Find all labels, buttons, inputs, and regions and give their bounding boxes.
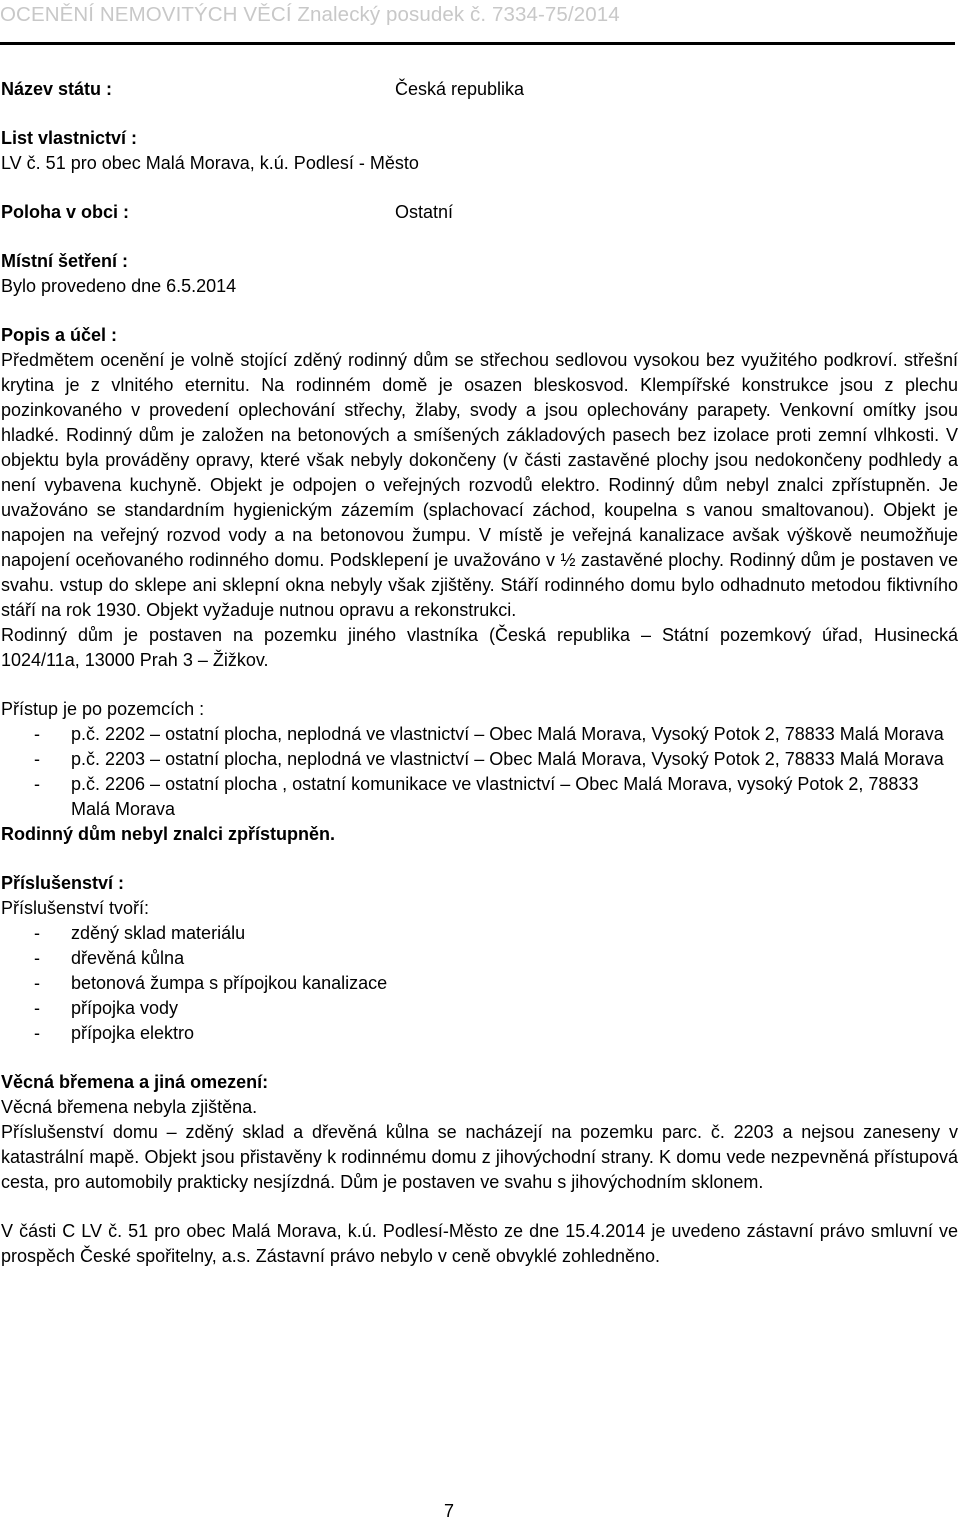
document-body: [1, 77, 958, 1269]
popis-label: Popis a účel :: [1, 325, 118, 345]
list-dash: -: [34, 948, 40, 968]
prislusenstvi-item: - přípojka vody: [1, 996, 958, 1021]
poloha-label: Poloha v obci :: [1, 202, 130, 222]
popis-text: Předmětem ocenění je volně stojící zděný rodinný dům se střechou sedlovou vysokou bez využitého podkroví. střešní krytina je z vlnitého eternitu. Na rodinném domě je osazen bleskosvod. Klempířské konstrukce jsou z plechu pozinkovaného v provedení oplechování střechy, žlaby, svody a jsou oplechovány parapety. Venkovní omítky jsou hladké. Rodinný dům je založen na betonových a smíšených základových pasech bez izolace proti zemní vlhkosti. V objektu byla prováděny opravy, které však nebyly dokončeny (v části zastavěné plochy jsou nedokončeny podhledy a není vybavena kuchyně. Objekt je odpojen o veřejných rozvodů elektro. Rodinný dům nebyl znalci zpřístupněn. Je uvažováno se standardním hygienickým zázemím (splachovací záchod, koupelna s vanou smaltovanou). Objekt je napojen na veřejný rozvod vody a na betonovou žumpu. V místě je veřejná kanalizace avšak výškově neumožňuje napojení oceňovaného rodinného domu. Podsklepení je uvažováno v ½ zastavěné plochy. Rodinný dům je postaven ve svahu. vstup do sklepe ani sklepní okna nebyly však zjištěny. Stáří rodinného domu bylo odhadnuto metodou fiktivního stáří na rok 1930. Objekt vyžaduje nutnou opravu a rekonstrukci.: [1, 350, 958, 620]
pristup-note: Rodinný dům nebyl znalci zpřístupněn.: [1, 824, 336, 844]
prislusenstvi-intro: Příslušenství tvoří:: [1, 898, 150, 918]
bremena-paragraph: Příslušenství domu – zděný sklad a dřevěná kůlna se nacházejí na pozemku parc. č. 2203 a nejsou zaneseny v katastrální mapě. Objekt jsou přistavěny k rodinnému domu z jihovýchodní strany. K domu vede nezpevněná přístupová cesta, pro automobily prakticky nesjízdná. Dům je postaven ve svahu s jihovýchodním sklonem.: [1, 1122, 958, 1192]
stat-row: [1, 77, 958, 102]
list-dash: -: [34, 923, 40, 943]
list-dash: -: [34, 724, 40, 744]
prislusenstvi-item: - přípojka elektro: [1, 1021, 958, 1046]
header-rule: [0, 42, 955, 45]
popis-text-owner: Rodinný dům je postaven na pozemku jiného vlastníka (Česká republika – Státní pozemkový úřad, Husinecká 1024/11a, 13000 Prah 3 – Žižkov.: [1, 625, 958, 670]
stat-label: Název státu :: [1, 79, 113, 99]
list-vlastnictvi-label: List vlastnictví :: [1, 128, 138, 148]
pristup-item: - p.č. 2206 – ostatní plocha , ostatní komunikace ve vlastnictví – Obec Malá Morava, vysoký Potok 2, 78833 Malá Morava: [34, 774, 919, 819]
bremena-zastavni-pravo: V části C LV č. 51 pro obec Malá Morava, k.ú. Podlesí-Město ze dne 15.4.2014 je uvedeno zástavní právo smluvní ve prospěch České spořitelny, a.s. Zástavní právo nebylo v ceně obvyklé zohledněno.: [1, 1221, 958, 1266]
prislusenstvi-list: [1, 921, 958, 1046]
document-header-title: OCENĚNÍ NEMOVITÝCH VĚCÍ Znalecký posudek č. 7334-75/2014: [0, 3, 620, 26]
page-number: 7: [443, 1501, 454, 1521]
setreni-label: Místní šetření :: [1, 251, 129, 271]
list-vlastnictvi-value: LV č. 51 pro obec Malá Morava, k.ú. Podlesí - Město: [1, 153, 419, 173]
poloha-row: [1, 200, 958, 225]
pristup-item: - p.č. 2202 – ostatní plocha, neplodná ve vlastnictví – Obec Malá Morava, Vysoký Potok 2, 78833 Malá Morava: [1, 722, 958, 747]
list-dash: -: [34, 998, 40, 1018]
stat-value: Česká republika: [395, 79, 525, 99]
list-dash: -: [34, 774, 40, 794]
bremena-label: Věcná břemena a jiná omezení:: [1, 1072, 269, 1092]
bremena-line: Věcná břemena nebyla zjištěna.: [1, 1097, 258, 1117]
list-dash: -: [34, 1023, 40, 1043]
prislusenstvi-item: - betonová žumpa s přípojkou kanalizace: [1, 971, 958, 996]
list-dash: -: [34, 749, 40, 769]
poloha-value: Ostatní: [395, 202, 454, 222]
list-dash: -: [34, 973, 40, 993]
pristup-list: [1, 722, 958, 822]
prislusenstvi-item: - zděný sklad materiálu: [1, 921, 958, 946]
setreni-value: Bylo provedeno dne 6.5.2014: [1, 276, 237, 296]
pristup-item: - p.č. 2203 – ostatní plocha, neplodná ve vlastnictví – Obec Malá Morava, Vysoký Potok 2, 78833 Malá Morava: [1, 747, 958, 772]
prislusenstvi-item: - dřevěná kůlna: [1, 946, 958, 971]
pristup-intro: Přístup je po pozemcích :: [1, 699, 205, 719]
prislusenstvi-label: Příslušenství :: [1, 873, 125, 893]
